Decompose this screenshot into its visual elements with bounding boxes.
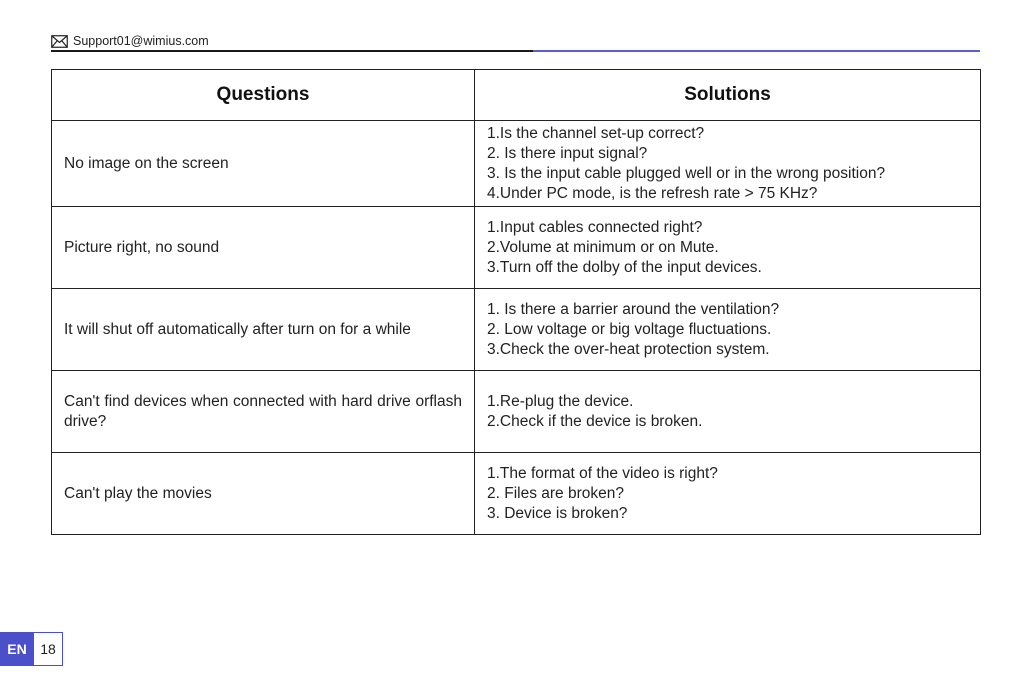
question-cell: Picture right, no sound xyxy=(52,207,475,289)
solution-line: 2. Is there input signal? xyxy=(487,144,648,162)
envelope-icon xyxy=(51,35,68,48)
solution-line: 2. Files are broken? xyxy=(487,484,624,502)
solution-line: 3. Device is broken? xyxy=(487,504,628,522)
table-header-row xyxy=(52,70,981,121)
header-contact xyxy=(51,33,209,49)
column-header-questions: Questions xyxy=(52,70,475,121)
solution-line: 3.Turn off the dolby of the input devices. xyxy=(487,258,762,276)
solution-cell xyxy=(475,453,981,535)
solution-line: 1.The format of the video is right? xyxy=(487,464,718,482)
support-email[interactable]: Support01@wimius.com xyxy=(73,34,209,48)
table-row xyxy=(52,289,981,371)
question-cell: Can't find devices when connected with hard drive orflash drive? xyxy=(52,371,475,453)
solution-cell xyxy=(475,289,981,371)
solution-line: 3.Check the over-heat protection system. xyxy=(487,340,770,358)
solution-cell xyxy=(475,371,981,453)
table-row xyxy=(52,207,981,289)
solution-cell xyxy=(475,207,981,289)
solution-line: 2.Check if the device is broken. xyxy=(487,412,703,430)
troubleshooting-table xyxy=(51,69,981,535)
language-badge: EN xyxy=(0,632,34,666)
solution-cell xyxy=(475,121,981,207)
solution-line: 1.Input cables connected right? xyxy=(487,218,703,236)
question-cell: No image on the screen xyxy=(52,121,475,207)
solution-line: 1.Re-plug the device. xyxy=(487,392,634,410)
column-header-solutions: Solutions xyxy=(475,70,981,121)
solution-line: 2. Low voltage or big voltage fluctuations. xyxy=(487,320,772,338)
solution-line: 4.Under PC mode, is the refresh rate > 75 KHz? xyxy=(487,184,818,202)
page-footer xyxy=(0,632,63,666)
page-number: 18 xyxy=(34,632,63,666)
table-row xyxy=(52,371,981,453)
solution-line: 3. Is the input cable plugged well or in the wrong position? xyxy=(487,164,886,182)
header-rule-dark xyxy=(51,50,533,52)
solution-line: 1. Is there a barrier around the ventilation? xyxy=(487,300,780,318)
question-cell: It will shut off automatically after turn on for a while xyxy=(52,289,475,371)
table-row xyxy=(52,453,981,535)
solution-line: 2.Volume at minimum or on Mute. xyxy=(487,238,719,256)
question-cell: Can't play the movies xyxy=(52,453,475,535)
solution-line: 1.Is the channel set-up correct? xyxy=(487,124,705,142)
table-row xyxy=(52,121,981,207)
header-rule-accent xyxy=(533,50,980,52)
